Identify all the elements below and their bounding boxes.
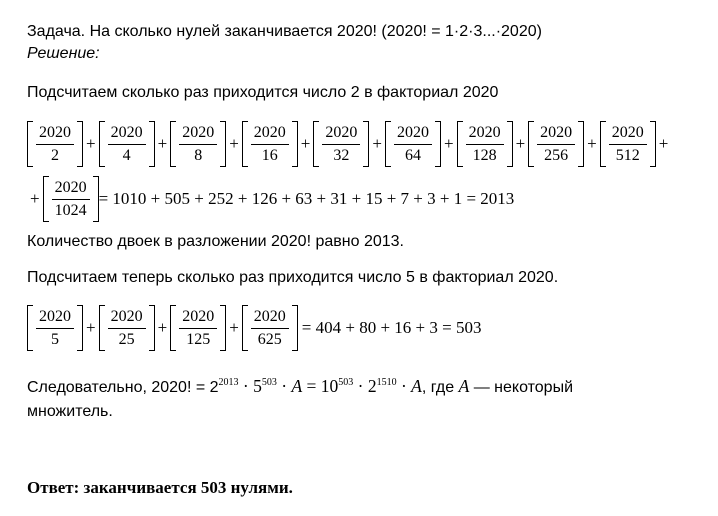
fraction-denominator: 512 [609,144,647,165]
exponent: 1510 [376,377,397,388]
fraction-numerator: 2020 [110,123,143,141]
count-fives-heading: Подсчитаем теперь сколько раз приходится число 5 в факториал 2020. [27,269,559,286]
variable-a: A [458,376,470,396]
conclusion-part: · [276,376,292,396]
fraction-denominator: 2 [36,144,74,165]
floor-fraction [99,305,155,351]
fraction-numerator: 2020 [253,123,286,141]
fraction-numerator: 2020 [182,307,215,325]
fraction-numerator: 2020 [110,307,143,325]
fraction-numerator: 2020 [540,123,573,141]
fraction-denominator: 1024 [52,199,90,220]
fraction-denominator: 125 [179,328,217,349]
conclusion-part: · 2 [353,376,377,396]
plus-sign: + [229,318,239,337]
plus-sign: + [372,134,382,153]
plus-sign: + [30,189,40,208]
floor-fraction [528,121,584,167]
floor-fraction [600,121,656,167]
plus-sign: + [86,318,96,337]
fraction-numerator: 2020 [182,123,215,141]
variable-a: A [291,376,303,396]
conclusion-line [27,376,573,398]
exponent: 503 [338,377,354,388]
conclusion-part: · [396,376,412,396]
fraction-numerator: 2020 [325,123,358,141]
conclusion-part: — некоторый [469,379,573,396]
fraction-denominator: 25 [108,328,146,349]
conclusion-part: · 5 [238,376,262,396]
floor-fraction [27,121,83,167]
fraction-numerator: 2020 [396,123,429,141]
floor-fraction [170,305,226,351]
exponent: 503 [261,377,277,388]
fraction-denominator: 4 [108,144,146,165]
plus-sign: + [515,134,526,153]
floor-fraction [242,121,298,167]
plus-sign: + [300,134,311,153]
fraction-denominator: 5 [36,328,74,349]
fraction-numerator: 2020 [54,178,87,196]
floor-fraction [27,305,83,351]
fraction-denominator: 256 [537,144,575,165]
conclusion-part: , где [421,379,459,396]
fraction-denominator: 8 [179,144,217,165]
fives-sum-row [27,305,481,351]
conclusion-line-2: множитель. [27,403,113,420]
twos-sum-row-1 [27,121,671,167]
floor-fraction [313,121,369,167]
floor-fraction [457,121,513,167]
answer: Ответ: заканчивается 503 нулями. [27,478,293,497]
floor-fraction [385,121,441,167]
fraction-denominator: 128 [466,144,504,165]
plus-sign: + [658,134,669,153]
solution-label: Решение: [27,45,100,62]
fraction-denominator: 64 [394,144,432,165]
count-twos-result: Количество двоек в разложении 2020! равно 2013. [27,233,404,250]
floor-fraction [170,121,226,167]
plus-sign: + [157,318,168,337]
floor-fraction [43,176,99,222]
task-statement: Задача. На сколько нулей заканчивается 2020! (2020! = 1·2·3...·2020) [27,23,542,40]
fraction-numerator: 2020 [611,123,644,141]
conclusion-part: = 10 [302,376,339,396]
fraction-denominator: 625 [251,328,289,349]
plus-sign: + [229,134,239,153]
plus-sign: + [157,134,168,153]
count-twos-heading: Подсчитаем сколько раз приходится число 2 в факториал 2020 [27,84,499,101]
twos-sum-result: = 1010 + 505 + 252 + 126 + 63 + 31 + 15 + 7 + 3 + 1 = 2013 [98,189,515,208]
twos-sum-row-2 [27,176,514,222]
fraction-numerator: 2020 [253,307,286,325]
plus-sign: + [443,134,454,153]
fraction-denominator: 16 [251,144,289,165]
plus-sign: + [86,134,96,153]
fraction-denominator: 32 [322,144,360,165]
exponent: 2013 [218,377,239,388]
floor-fraction [242,305,298,351]
fraction-numerator: 2020 [39,123,71,141]
floor-fraction [99,121,155,167]
fives-sum-result: = 404 + 80 + 16 + 3 = 503 [301,318,482,337]
plus-sign: + [587,134,597,153]
fraction-numerator: 2020 [468,123,501,141]
conclusion-lead: Следовательно, 2020! = 2 [27,379,219,396]
fraction-numerator: 2020 [39,307,71,325]
variable-a: A [411,376,422,396]
